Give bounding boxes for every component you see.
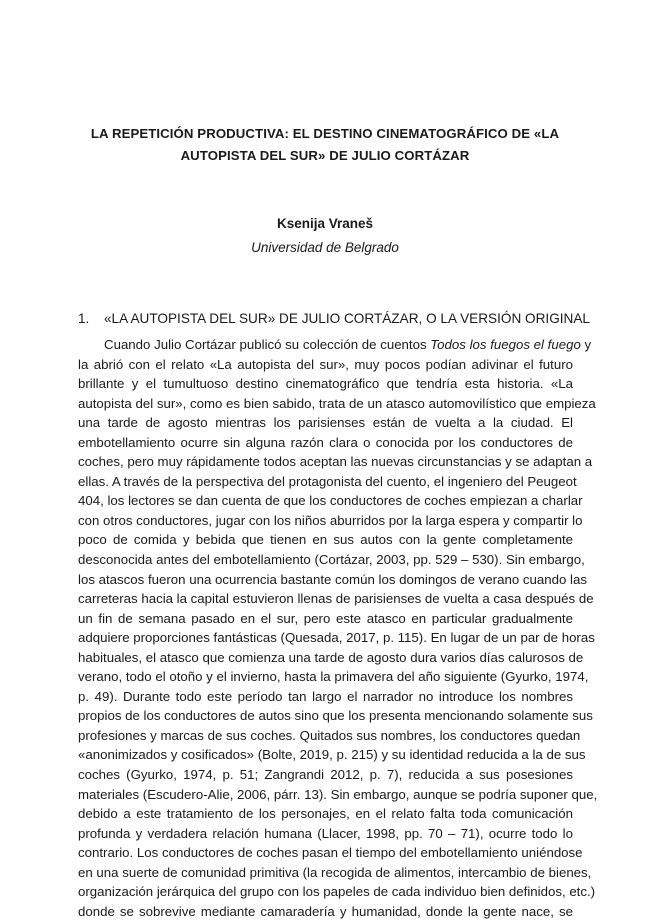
paragraph-line: con otros conductores, jugar con los niños aburridos por la larga espera y compartir lo <box>78 512 583 528</box>
paragraph-line: donde se sobrevive mediante camaradería y humanidad, donde la gente nace, se <box>78 903 573 919</box>
paragraph-text: Cuando Julio Cortázar publicó su colección de cuentos <box>104 337 431 352</box>
paragraph-line: verano, todo el otoño y el invierno, hasta la primavera del año siguiente (Gyurko, 1974, <box>78 669 589 685</box>
paragraph-line: una tarde de agosto mientras los parisienses están de vuelta a la ciudad. El <box>78 415 573 431</box>
paragraph-text: y <box>580 337 592 352</box>
section-number: 1. <box>78 311 90 326</box>
paragraph-line: los atascos fueron una ocurrencia bastante común los domingos de verano cuando las <box>78 571 587 587</box>
paragraph-line: p. 49). Durante todo este período tan largo el narrador no introduce los nombres <box>78 688 573 704</box>
author-affiliation: Universidad de Belgrado <box>251 240 399 255</box>
paragraph-line: brillante y el tumultuoso destino cinematográfico que tendría esta historia. «La <box>78 376 573 392</box>
paragraph-line: autopista del sur», como es bien sabido, trata de un atasco automovilístico que empieza <box>78 395 596 411</box>
paragraph-line <box>78 335 592 355</box>
paragraph-line: habituales, el atasco que comienza una tarde de agosto dura varios días calurosos de <box>78 649 584 665</box>
paper-title-line-2: AUTOPISTA DEL SUR» DE JULIO CORTÁZAR <box>180 148 470 163</box>
paragraph-line: un fin de semana pasado en el sur, pero este atasco en particular gradualmente <box>78 610 573 626</box>
book-title-italic: Todos los fuegos el fuego <box>430 337 581 352</box>
paragraph-line: en una suerte de comunidad primitiva (la recogida de alimentos, intercambio de bienes, <box>78 864 592 880</box>
section-heading <box>78 309 590 329</box>
paragraph-line: organización jerárquica del grupo con los papeles de cada individuo bien definidos, etc.) <box>78 884 596 900</box>
paragraph-line: embotellamiento ocurre sin alguna razón clara o conocida por los conductores de <box>78 434 573 450</box>
paragraph-line: poco de comida y bebida que tienen en sus autos con la gente completamente <box>78 532 573 548</box>
paragraph-line: contrario. Los conductores de coches pasan el tiempo del embotellamiento uniéndose <box>78 845 583 861</box>
paragraph-line: coches, pero muy rápidamente todos aceptan las nuevas circunstancias y se adaptan a <box>78 454 593 470</box>
paragraph-line: debido a este tratamiento de los personajes, en el relato falta toda comunicación <box>78 806 573 822</box>
paragraph-line: desconocida antes del embotellamiento (Cortázar, 2003, pp. 529 – 530). Sin embargo, <box>78 552 585 568</box>
author-name: Ksenija Vraneš <box>276 216 374 231</box>
paragraph-line: carreteras hacia la capital estuvieron llenas de parisienses de vuelta a casa después de <box>78 591 594 607</box>
paragraph-line: adquiere proporciones fantásticas (Quesada, 2017, p. 115). En lugar de un par de horas <box>78 630 595 646</box>
paragraph-line: materiales (Escudero-Alie, 2006, párr. 13). Sin embargo, aunque se podría suponer que, <box>78 786 598 802</box>
paragraph-line: profesiones y marcas de sus coches. Quitados sus nombres, los conductores quedan <box>78 727 581 743</box>
body-paragraph <box>78 335 598 921</box>
paragraph-line: profunda y verdadera relación humana (Llacer, 1998, pp. 70 – 71), ocurre todo lo <box>78 825 573 841</box>
paper-title-line-1: LA REPETICIÓN PRODUCTIVA: EL DESTINO CINEMATOGRÁFICO DE «LA <box>90 126 560 141</box>
paragraph-line: la abrió con el relato «La autopista del sur», muy pocos podían adivinar el futuro <box>78 356 573 372</box>
paragraph-line: propios de los conductores de autos sino que los presenta mencionando solamente sus <box>78 708 593 724</box>
paper-title <box>78 123 572 167</box>
paragraph-line: ellas. A través de la perspectiva del protagonista del cuento, el ingeniero del Peugeot <box>78 473 577 489</box>
section-title: «LA AUTOPISTA DEL SUR» DE JULIO CORTÁZAR, O LA VERSIÓN ORIGINAL <box>104 311 590 326</box>
paragraph-line: 404, los lectores se dan cuenta de que los conductores de coches empiezan a charlar <box>78 493 583 509</box>
paragraph-line: «anonimizados y cosificados» (Bolte, 2019, p. 215) y su identidad reducida a la de sus <box>78 747 586 763</box>
paragraph-line: coches (Gyurko, 1974, p. 51; Zangrandi 2012, p. 7), reducida a sus posesiones <box>78 767 573 783</box>
